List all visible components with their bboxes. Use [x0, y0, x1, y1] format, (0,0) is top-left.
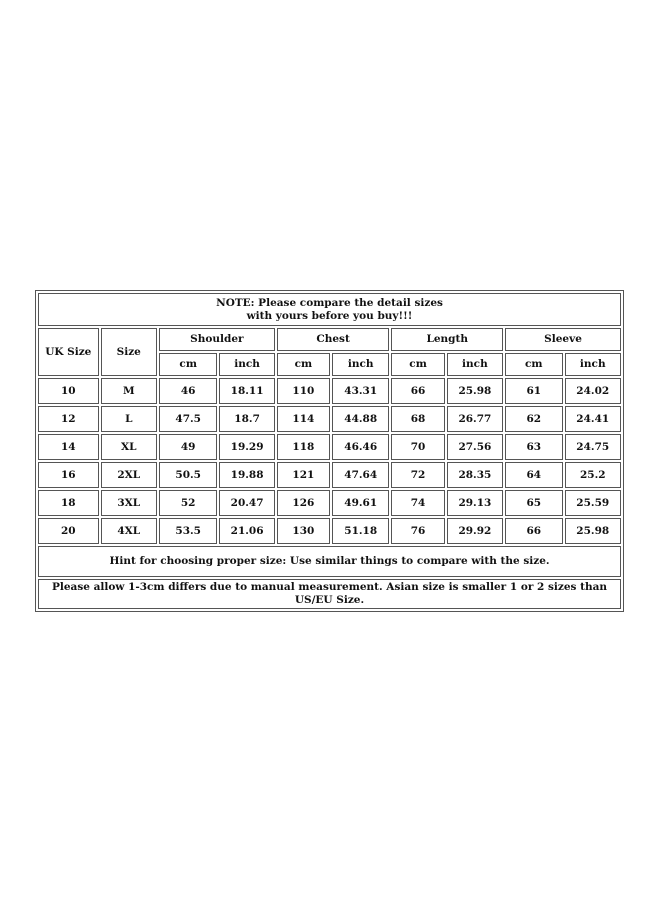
table-cell: 130 — [277, 518, 330, 544]
header-uk-size: UK Size — [38, 328, 99, 376]
table-cell: 18.11 — [219, 378, 274, 404]
unit-header: inch — [219, 353, 274, 376]
table-cell: 20.47 — [219, 490, 274, 516]
table-cell: 25.98 — [565, 518, 622, 544]
table-row — [38, 434, 621, 460]
table-cell: 49.61 — [332, 490, 389, 516]
table-cell: 29.13 — [447, 490, 503, 516]
table-cell: 26.77 — [447, 406, 503, 432]
table-cell: 126 — [277, 490, 330, 516]
hint-row — [38, 546, 621, 577]
table-row — [38, 490, 621, 516]
table-cell: 62 — [505, 406, 562, 432]
table-cell: 3XL — [101, 490, 157, 516]
note-row — [38, 293, 621, 326]
table-cell: 118 — [277, 434, 330, 460]
table-cell: 24.41 — [565, 406, 622, 432]
allow-cell: Please allow 1-3cm differs due to manual measurement. Asian size is smaller 1 or 2 sizes than US/EU Size. — [38, 579, 621, 609]
table-cell: 46.46 — [332, 434, 389, 460]
table-cell: 12 — [38, 406, 99, 432]
table-cell: 44.88 — [332, 406, 389, 432]
table-cell: L — [101, 406, 157, 432]
table-cell: 29.92 — [447, 518, 503, 544]
table-cell: 28.35 — [447, 462, 503, 488]
table-cell: 21.06 — [219, 518, 274, 544]
table-cell: 74 — [391, 490, 444, 516]
table-cell: 43.31 — [332, 378, 389, 404]
table-cell: 24.75 — [565, 434, 622, 460]
table-cell: 27.56 — [447, 434, 503, 460]
table-row — [38, 462, 621, 488]
table-cell: 24.02 — [565, 378, 622, 404]
header-sleeve: Sleeve — [505, 328, 621, 351]
table-cell: 66 — [391, 378, 444, 404]
table-cell: 66 — [505, 518, 562, 544]
table-cell: 64 — [505, 462, 562, 488]
table-cell: 52 — [159, 490, 217, 516]
table-cell: 121 — [277, 462, 330, 488]
size-rows — [38, 378, 621, 544]
table-cell: XL — [101, 434, 157, 460]
table-cell: 68 — [391, 406, 444, 432]
table-cell: 49 — [159, 434, 217, 460]
unit-header: cm — [391, 353, 444, 376]
unit-header: inch — [447, 353, 503, 376]
table-cell: 63 — [505, 434, 562, 460]
table-row — [38, 378, 621, 404]
note-cell — [38, 293, 621, 326]
table-cell: 114 — [277, 406, 330, 432]
table-cell: 47.64 — [332, 462, 389, 488]
table-cell: 65 — [505, 490, 562, 516]
table-cell: 51.18 — [332, 518, 389, 544]
table-cell: 18.7 — [219, 406, 274, 432]
header-shoulder: Shoulder — [159, 328, 275, 351]
table-cell: 72 — [391, 462, 444, 488]
header-row-groups — [38, 328, 621, 351]
unit-header: cm — [159, 353, 217, 376]
table-cell: 25.98 — [447, 378, 503, 404]
table-cell: 25.59 — [565, 490, 622, 516]
unit-header: inch — [565, 353, 622, 376]
table-cell: 2XL — [101, 462, 157, 488]
table-row — [38, 518, 621, 544]
table-cell: 10 — [38, 378, 99, 404]
table-row — [38, 406, 621, 432]
table-cell: 47.5 — [159, 406, 217, 432]
allow-row — [38, 579, 621, 609]
table-cell: 14 — [38, 434, 99, 460]
size-chart-table — [35, 290, 624, 612]
table-cell: M — [101, 378, 157, 404]
table-cell: 70 — [391, 434, 444, 460]
table-cell: 19.29 — [219, 434, 274, 460]
unit-header: cm — [505, 353, 562, 376]
table-cell: 16 — [38, 462, 99, 488]
table-cell: 25.2 — [565, 462, 622, 488]
table-cell: 18 — [38, 490, 99, 516]
table-cell: 110 — [277, 378, 330, 404]
header-length: Length — [391, 328, 503, 351]
unit-header: inch — [332, 353, 389, 376]
table-cell: 76 — [391, 518, 444, 544]
table-cell: 4XL — [101, 518, 157, 544]
header-size: Size — [101, 328, 157, 376]
table-cell: 50.5 — [159, 462, 217, 488]
hint-cell: Hint for choosing proper size: Use similar things to compare with the size. — [38, 546, 621, 577]
note-line-2: with yours before you buy!!! — [246, 309, 413, 322]
header-chest: Chest — [277, 328, 390, 351]
table-cell: 46 — [159, 378, 217, 404]
table-cell: 61 — [505, 378, 562, 404]
table-cell: 19.88 — [219, 462, 274, 488]
note-line-1: NOTE: Please compare the detail sizes — [216, 296, 443, 309]
table-cell: 53.5 — [159, 518, 217, 544]
table-cell: 20 — [38, 518, 99, 544]
unit-header: cm — [277, 353, 330, 376]
